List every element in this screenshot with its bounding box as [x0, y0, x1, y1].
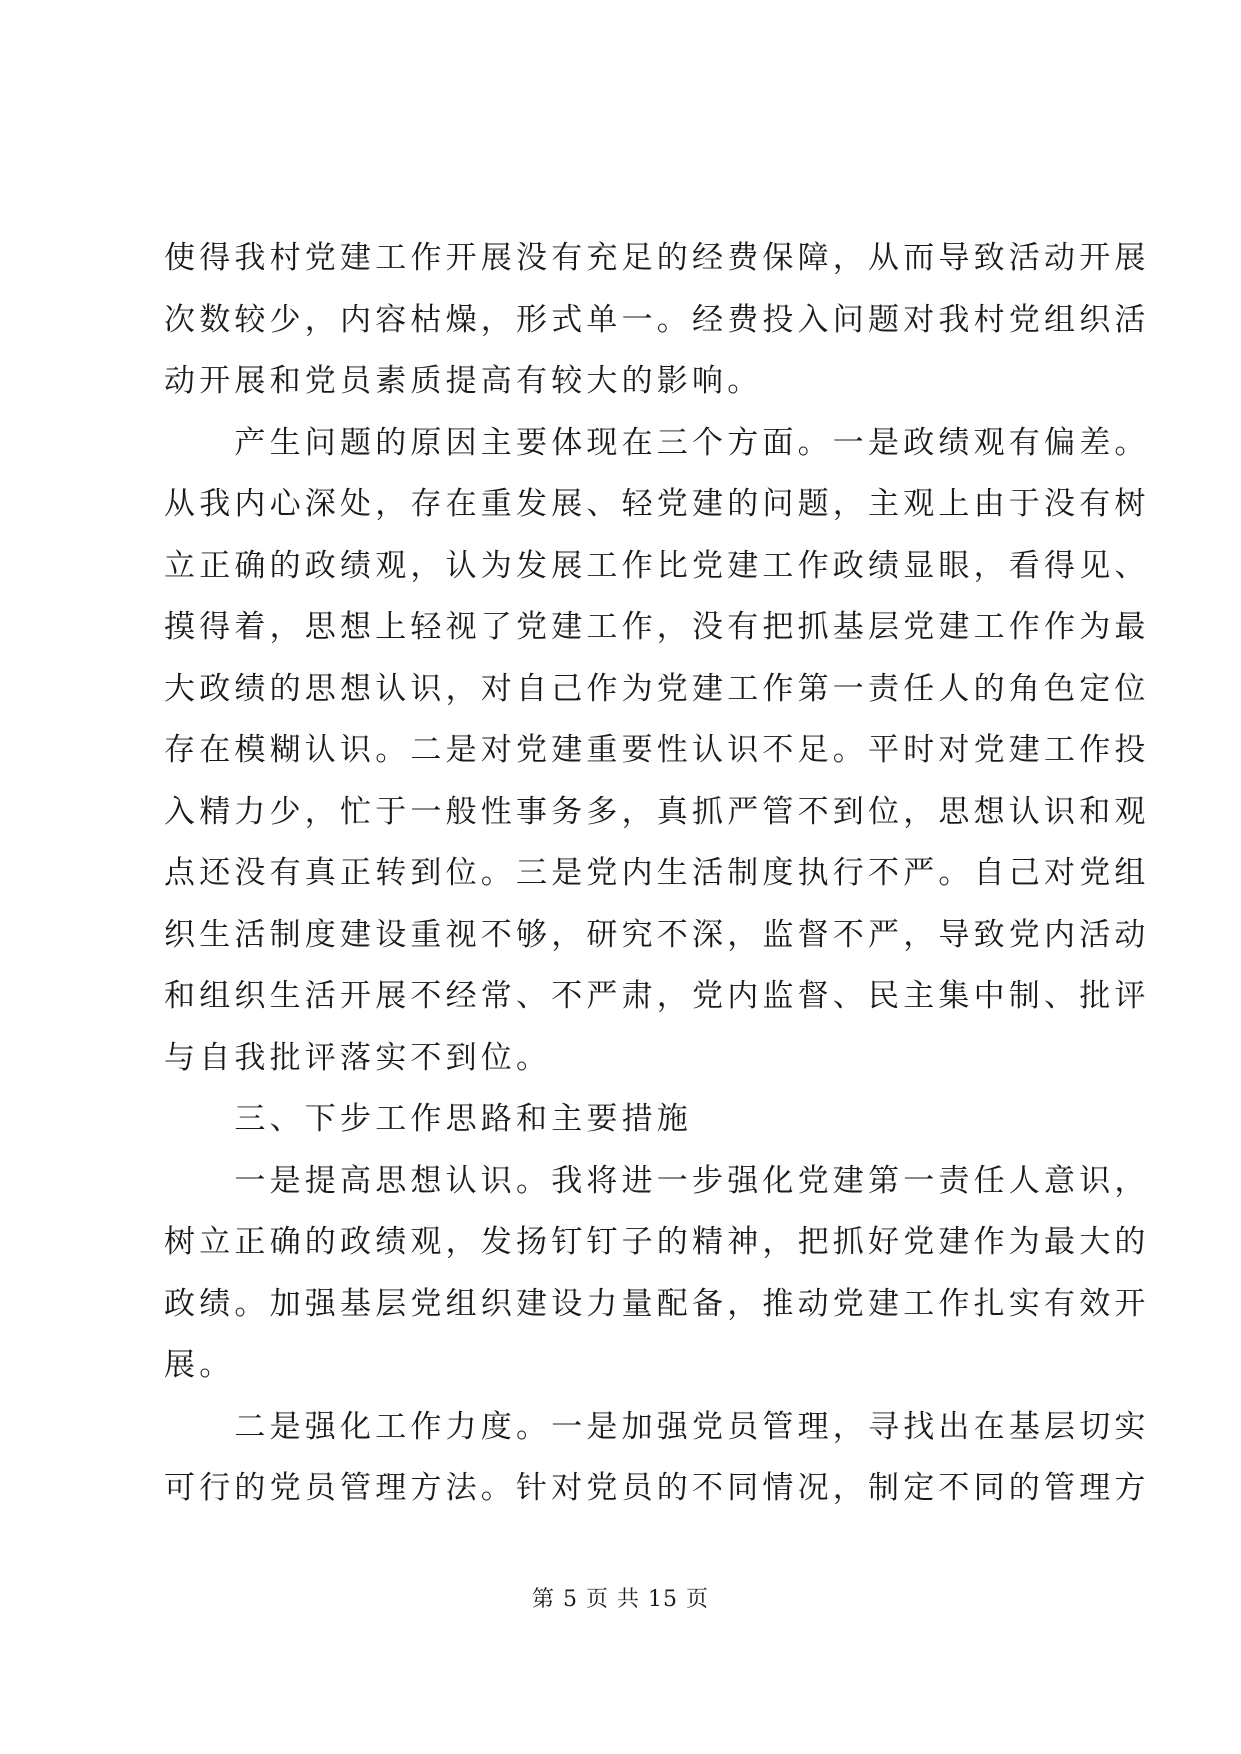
text-line: 与自我批评落实不到位。	[164, 1039, 552, 1076]
text-line: 从我内心深处，存在重发展、轻党建的问题，主观上由于没有树	[164, 486, 1150, 522]
text-line: 摸得着，思想上轻视了党建工作，没有把抓基层党建工作作为最	[164, 609, 1150, 645]
paragraph-start-line: 产生问题的原因主要体现在三个方面。一是政绩观有偏差。	[164, 424, 1150, 461]
paragraph-start-line: 二是强化工作力度。一是加强党员管理，寻找出在基层切实	[164, 1408, 1150, 1445]
text-line: 点还没有真正转到位。三是党内生活制度执行不严。自己对党组	[164, 855, 1150, 891]
text-line: 大政绩的思想认识，对自己作为党建工作第一责任人的角色定位	[164, 670, 1150, 707]
text-line: 动开展和党员素质提高有较大的影响。	[164, 363, 763, 399]
text-line: 次数较少，内容枯燥，形式单一。经费投入问题对我村党组织活	[164, 301, 1150, 338]
text-line: 政绩。加强基层党组织建设力量配备，推动党建工作扎实有效开	[164, 1285, 1150, 1322]
text-line: 立正确的政绩观，认为发展工作比党建工作政绩显眼，看得见、	[164, 547, 1150, 584]
text-line: 存在模糊认识。二是对党建重要性认识不足。平时对党建工作投	[164, 732, 1150, 768]
paragraph-start-line: 一是提高思想认识。我将进一步强化党建第一责任人意识，	[164, 1162, 1150, 1199]
text-line: 入精力少，忙于一般性事务多，真抓严管不到位，思想认识和观	[164, 793, 1150, 830]
section-heading: 三、下步工作思路和主要措施	[164, 1101, 692, 1137]
text-line: 可行的党员管理方法。针对党员的不同情况，制定不同的管理方	[164, 1470, 1150, 1506]
text-line: 展。	[164, 1347, 235, 1383]
page-number-footer: 第 5 页 共 15 页	[532, 1587, 709, 1612]
text-line: 树立正确的政绩观，发扬钉钉子的精神，把抓好党建作为最大的	[164, 1224, 1150, 1260]
text-line: 和组织生活开展不经常、不严肃，党内监督、民主集中制、批评	[164, 978, 1150, 1014]
text-line: 织生活制度建设重视不够，研究不深，监督不严，导致党内活动	[164, 916, 1150, 953]
body-text	[164, 228, 1150, 1520]
text-line: 使得我村党建工作开展没有充足的经费保障，从而导致活动开展	[164, 240, 1150, 276]
